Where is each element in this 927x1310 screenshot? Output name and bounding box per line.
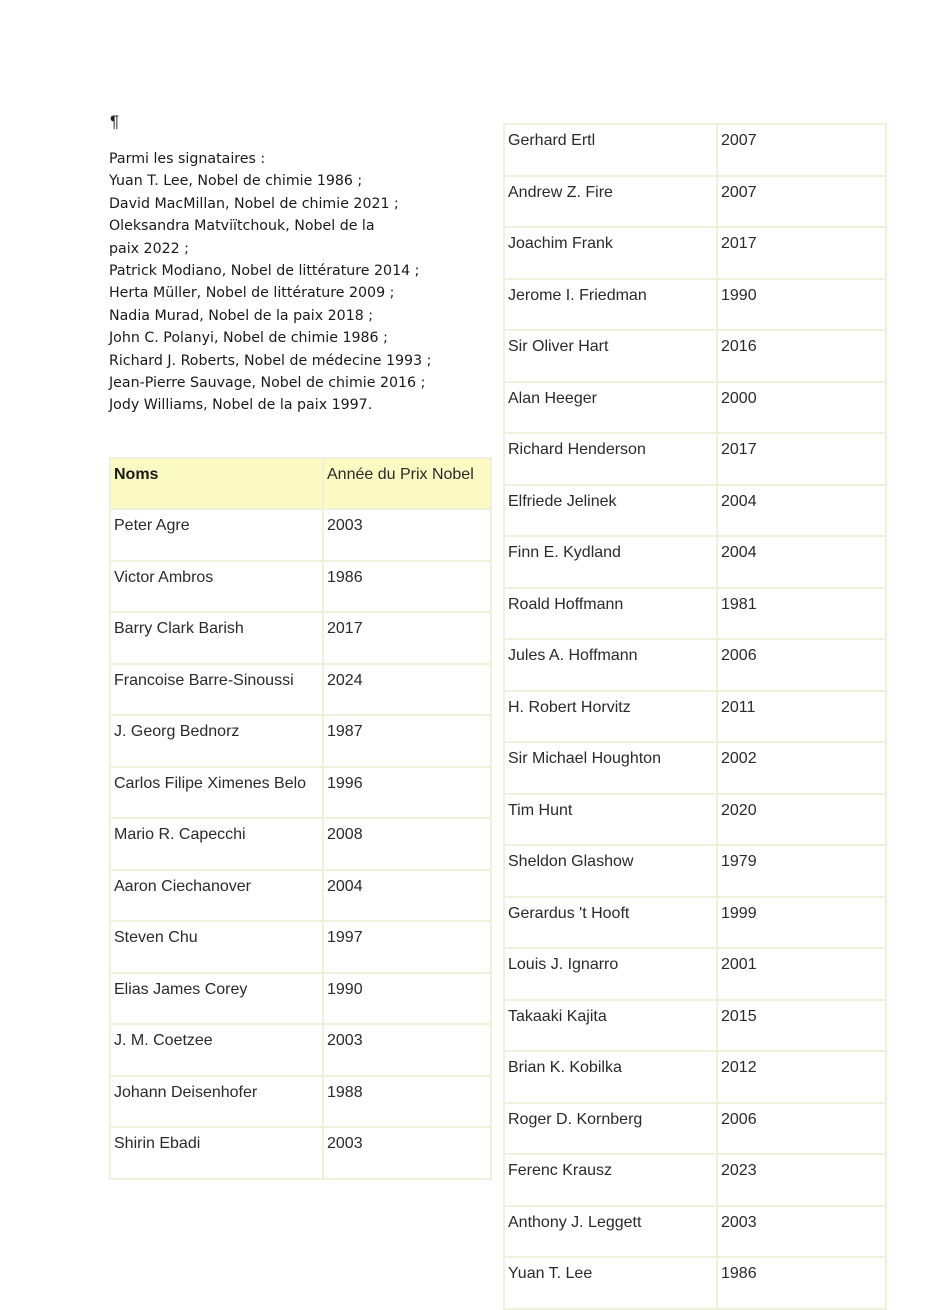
laureate-name-cell: Ferenc Krausz	[504, 1154, 717, 1206]
prize-year-cell: 1988	[323, 1076, 491, 1128]
table-row	[110, 973, 491, 1025]
prize-year-cell: 2006	[717, 1103, 886, 1155]
prize-year-cell: 2002	[717, 742, 886, 794]
prize-year-cell: 2004	[323, 870, 491, 922]
prize-year-cell: 2011	[717, 691, 886, 743]
laureate-name-cell: Jules A. Hoffmann	[504, 639, 717, 691]
prize-year-cell: 1987	[323, 715, 491, 767]
signatories-paragraph	[109, 148, 469, 417]
laureate-name-cell: Tim Hunt	[504, 794, 717, 846]
intro-line: Nadia Murad, Nobel de la paix 2018 ;	[109, 307, 374, 324]
prize-year-cell: 1997	[323, 921, 491, 973]
table-row	[504, 433, 886, 485]
laureate-name-cell: Anthony J. Leggett	[504, 1206, 717, 1258]
table-row	[504, 227, 886, 279]
table-row	[110, 870, 491, 922]
prize-year-cell: 1986	[323, 561, 491, 613]
table-row	[110, 767, 491, 819]
table-row	[504, 794, 886, 846]
laureate-name-cell: Yuan T. Lee	[504, 1257, 717, 1309]
laureate-name-cell: Steven Chu	[110, 921, 323, 973]
table-row	[504, 485, 886, 537]
laureate-name-cell: Louis J. Ignarro	[504, 948, 717, 1000]
pilcrow-mark: ¶	[110, 112, 120, 131]
laureate-name-cell: Shirin Ebadi	[110, 1127, 323, 1179]
prize-year-cell: 2006	[717, 639, 886, 691]
laureate-name-cell: Richard Henderson	[504, 433, 717, 485]
intro-line: Richard J. Roberts, Nobel de médecine 1993 ;	[109, 352, 432, 369]
prize-year-cell: 2012	[717, 1051, 886, 1103]
laureate-name-cell: Carlos Filipe Ximenes Belo	[110, 767, 323, 819]
prize-year-cell: 2020	[717, 794, 886, 846]
intro-line: Herta Müller, Nobel de littérature 2009 ;	[109, 285, 395, 302]
laureate-name-cell: Francoise Barre-Sinoussi	[110, 664, 323, 716]
table-row	[110, 612, 491, 664]
table-row	[504, 691, 886, 743]
laureate-name-cell: Brian K. Kobilka	[504, 1051, 717, 1103]
table-row	[504, 176, 886, 228]
intro-line: Parmi les signataires :	[109, 151, 266, 167]
column-header-year: Année du Prix Nobel	[323, 458, 491, 509]
intro-line: paix 2022 ;	[109, 240, 189, 257]
intro-line: Yuan T. Lee, Nobel de chimie 1986 ;	[109, 173, 363, 190]
prize-year-cell: 2001	[717, 948, 886, 1000]
table-row	[110, 1076, 491, 1128]
prize-year-cell: 2017	[717, 227, 886, 279]
table-row	[504, 124, 886, 176]
prize-year-cell: 2003	[717, 1206, 886, 1258]
table-row	[110, 921, 491, 973]
laureate-name-cell: Peter Agre	[110, 509, 323, 561]
intro-line: Jean-Pierre Sauvage, Nobel de chimie 2016 ;	[109, 375, 426, 392]
table-row	[504, 1257, 886, 1309]
prize-year-cell: 2004	[717, 485, 886, 537]
laureate-name-cell: Jerome I. Friedman	[504, 279, 717, 331]
intro-line: John C. Polanyi, Nobel de chimie 1986 ;	[109, 330, 388, 347]
table-row	[504, 948, 886, 1000]
intro-line: Patrick Modiano, Nobel de littérature 2014 ;	[109, 263, 420, 280]
prize-year-cell: 1981	[717, 588, 886, 640]
laureate-name-cell: Sir Oliver Hart	[504, 330, 717, 382]
prize-year-cell: 2017	[717, 433, 886, 485]
laureate-name-cell: Gerardus 't Hooft	[504, 897, 717, 949]
prize-year-cell: 2017	[323, 612, 491, 664]
table-row	[504, 1051, 886, 1103]
prize-year-cell: 1996	[323, 767, 491, 819]
laureate-name-cell: Sheldon Glashow	[504, 845, 717, 897]
prize-year-cell: 2003	[323, 1127, 491, 1179]
table-row	[504, 382, 886, 434]
laureate-name-cell: Barry Clark Barish	[110, 612, 323, 664]
prize-year-cell: 1979	[717, 845, 886, 897]
table-row	[504, 1154, 886, 1206]
table-row	[110, 509, 491, 561]
prize-year-cell: 2004	[717, 536, 886, 588]
table-row	[110, 715, 491, 767]
column-header-name: Noms	[110, 458, 323, 509]
laureate-name-cell: J. Georg Bednorz	[110, 715, 323, 767]
intro-line: Oleksandra Matviïtchouk, Nobel de la	[109, 218, 375, 235]
laureate-name-cell: J. M. Coetzee	[110, 1024, 323, 1076]
laureate-name-cell: Finn E. Kydland	[504, 536, 717, 588]
table-row	[504, 1206, 886, 1258]
nobel-table-right	[503, 123, 887, 1310]
table-row	[504, 330, 886, 382]
prize-year-cell: 2023	[717, 1154, 886, 1206]
prize-year-cell: 2015	[717, 1000, 886, 1052]
laureate-name-cell: Roald Hoffmann	[504, 588, 717, 640]
table-row	[110, 1127, 491, 1179]
table-row	[110, 561, 491, 613]
laureate-name-cell: Elias James Corey	[110, 973, 323, 1025]
prize-year-cell: 2008	[323, 818, 491, 870]
prize-year-cell: 2024	[323, 664, 491, 716]
prize-year-cell: 2000	[717, 382, 886, 434]
prize-year-cell: 2016	[717, 330, 886, 382]
prize-year-cell: 2003	[323, 509, 491, 561]
table-row	[504, 588, 886, 640]
prize-year-cell: 2003	[323, 1024, 491, 1076]
table-row	[504, 742, 886, 794]
laureate-name-cell: Gerhard Ertl	[504, 124, 717, 176]
table-row	[110, 1024, 491, 1076]
prize-year-cell: 1999	[717, 897, 886, 949]
table-row	[504, 845, 886, 897]
table-row	[110, 818, 491, 870]
table-row	[504, 1000, 886, 1052]
prize-year-cell: 2007	[717, 124, 886, 176]
prize-year-cell: 1986	[717, 1257, 886, 1309]
table-row	[504, 1103, 886, 1155]
intro-line: David MacMillan, Nobel de chimie 2021 ;	[109, 195, 399, 212]
prize-year-cell: 1990	[323, 973, 491, 1025]
laureate-name-cell: Victor Ambros	[110, 561, 323, 613]
laureate-name-cell: Aaron Ciechanover	[110, 870, 323, 922]
laureate-name-cell: Takaaki Kajita	[504, 1000, 717, 1052]
laureate-name-cell: Andrew Z. Fire	[504, 176, 717, 228]
table-row	[504, 279, 886, 331]
laureate-name-cell: Joachim Frank	[504, 227, 717, 279]
laureate-name-cell: Mario R. Capecchi	[110, 818, 323, 870]
laureate-name-cell: Johann Deisenhofer	[110, 1076, 323, 1128]
laureate-name-cell: Roger D. Kornberg	[504, 1103, 717, 1155]
nobel-table-left	[109, 457, 492, 1180]
intro-line: Jody Williams, Nobel de la paix 1997.	[109, 397, 373, 414]
table-row	[504, 897, 886, 949]
table-row	[504, 536, 886, 588]
prize-year-cell: 1990	[717, 279, 886, 331]
laureate-name-cell: Sir Michael Houghton	[504, 742, 717, 794]
prize-year-cell: 2007	[717, 176, 886, 228]
laureate-name-cell: Alan Heeger	[504, 382, 717, 434]
laureate-name-cell: H. Robert Horvitz	[504, 691, 717, 743]
table-row	[504, 639, 886, 691]
laureate-name-cell: Elfriede Jelinek	[504, 485, 717, 537]
table-header-row	[110, 458, 491, 509]
table-row	[110, 664, 491, 716]
